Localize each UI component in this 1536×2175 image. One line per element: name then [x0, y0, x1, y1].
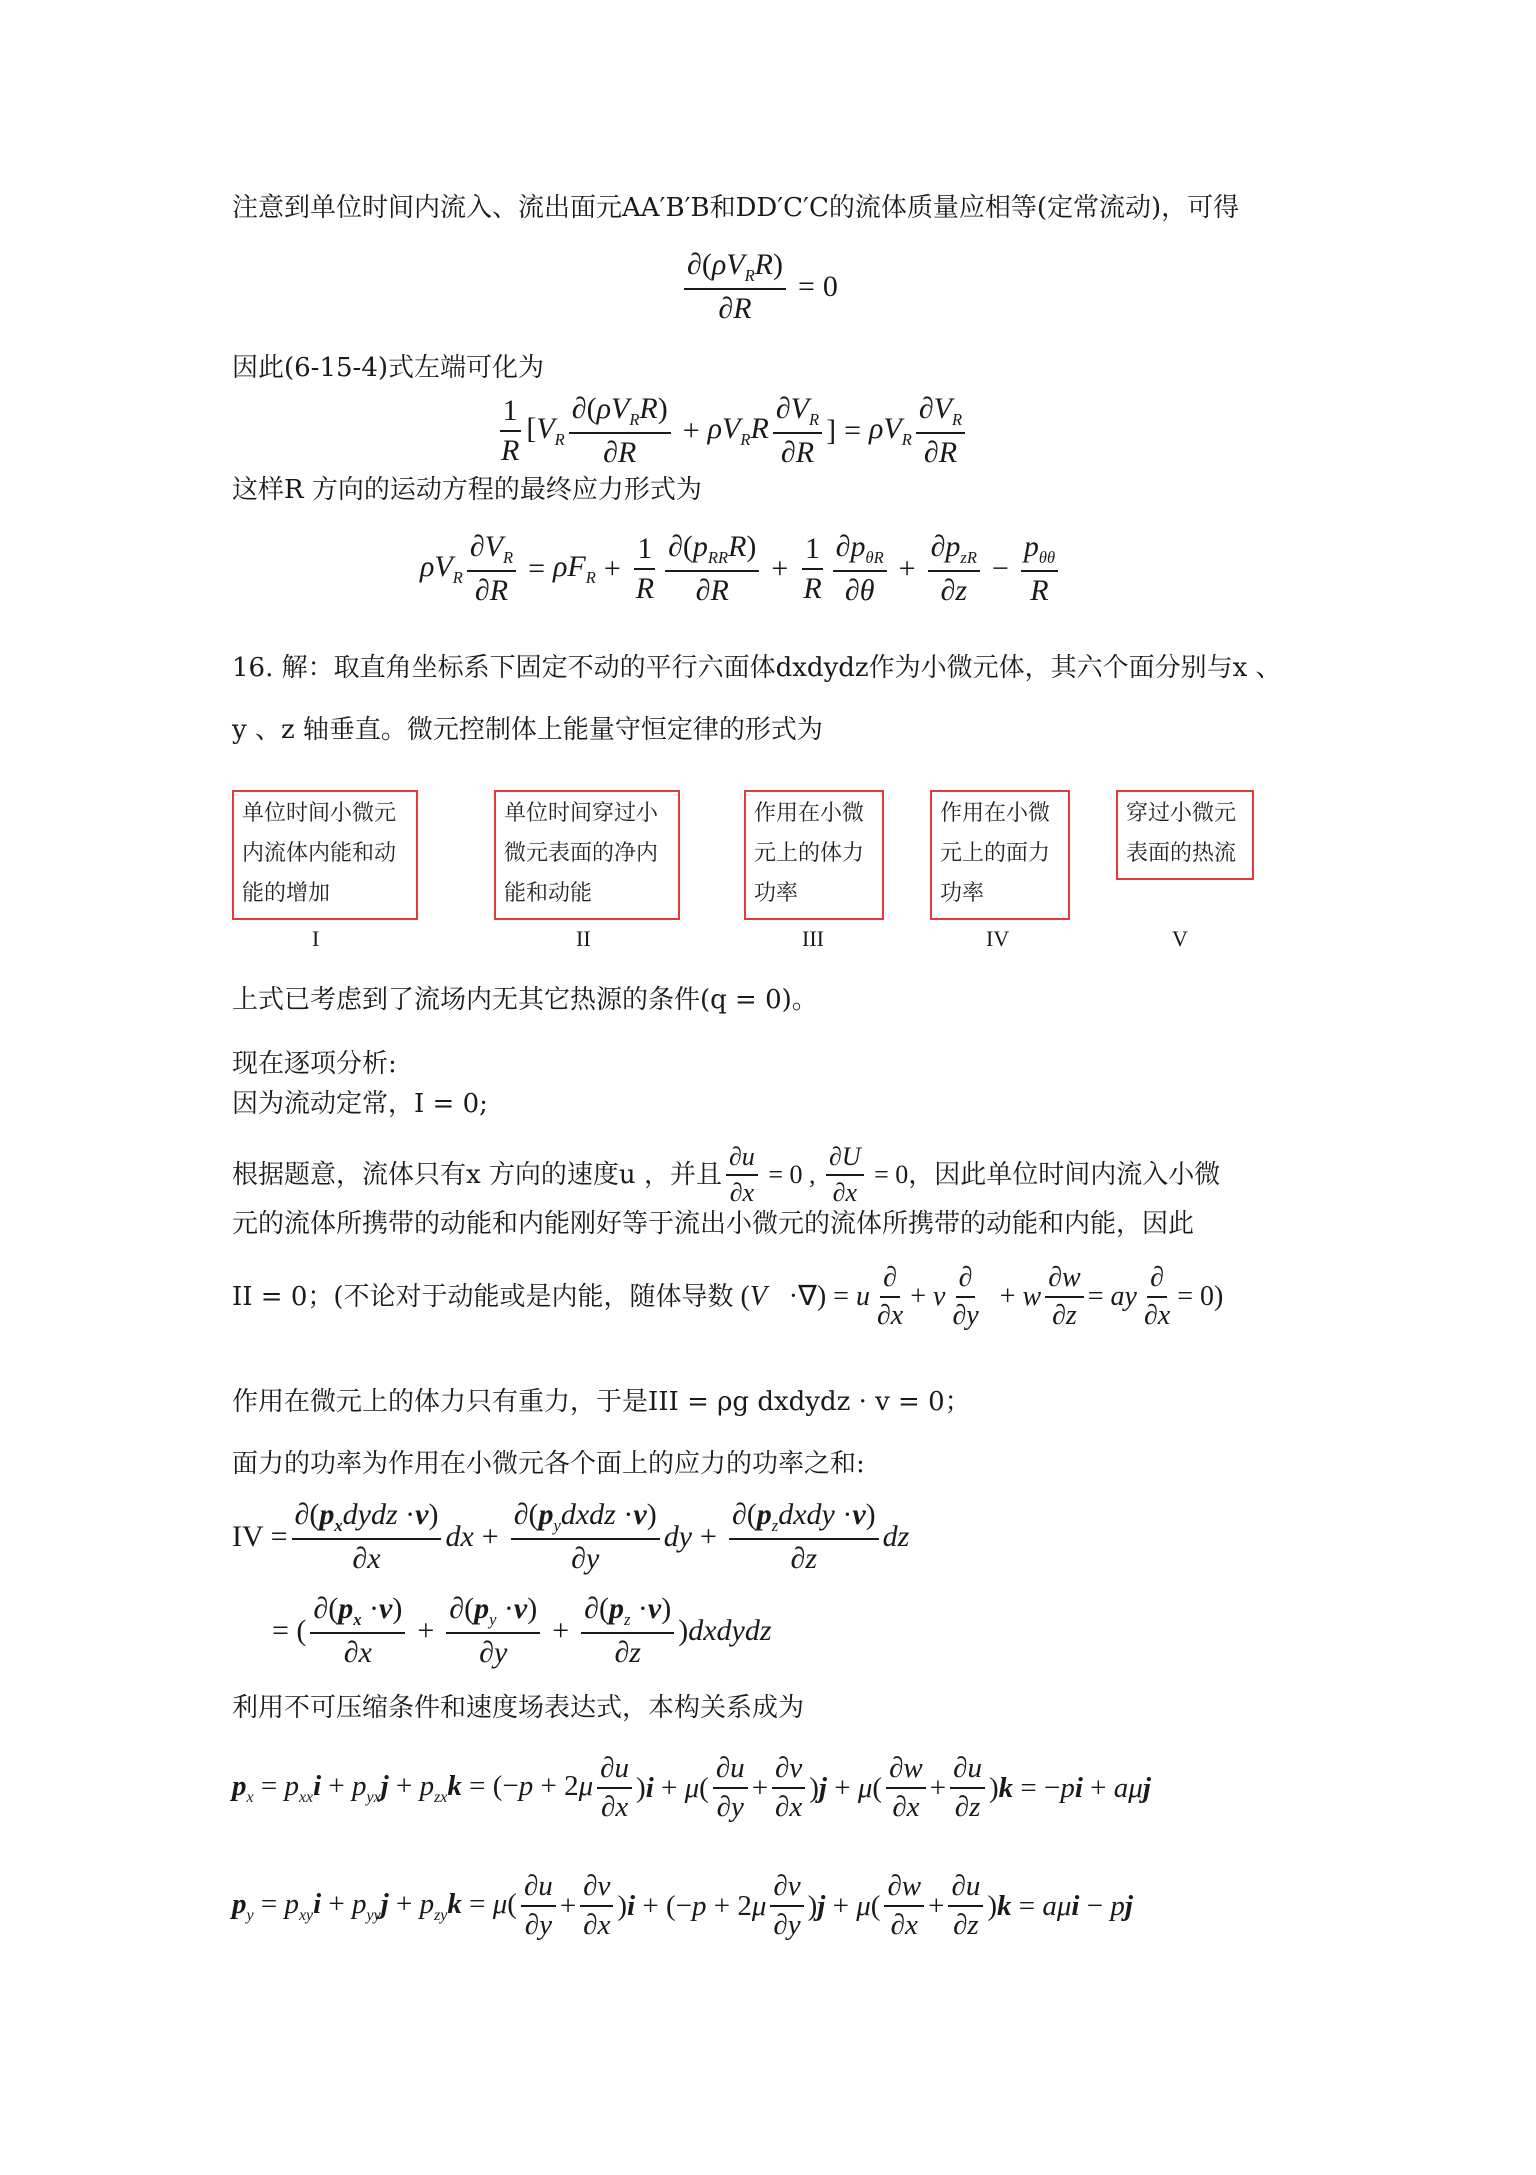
paragraph-solution-16a: 16. 解：取直角坐标系下固定不动的平行六面体dxdydz作为小微元体，其六个面分别与x 、: [232, 653, 1282, 683]
paragraph-analysis-intro: 现在逐项分析:: [232, 1049, 397, 1079]
roman-label-iii: III: [802, 926, 824, 951]
equation-iv-line-1: IV = $\frac{\partial(p_xdydz \cdot v)}{\partial x}$ dx + $\frac{\partial(p_ydxdz \cdot v)}{\partial y}$ dy + $\frac{\partial(p_zdxdy \cdot v)}{\partial z}$ dz: [232, 1498, 910, 1575]
roman-label-iv: IV: [986, 926, 1010, 951]
paragraph-term-iv-intro: 面力的功率为作用在小微元各个面上的应力的功率之和:: [232, 1449, 865, 1479]
paragraph-term-ii-explain: 元的流体所携带的动能和内能刚好等于流出小微元的流体所携带的动能和内能，因此: [232, 1209, 1195, 1239]
term-ii-text-post: ，因此单位时间内流入小微: [908, 1159, 1221, 1190]
paragraph-left-side: 因此(6-15-4)式左端可化为: [232, 353, 545, 383]
paragraph-term-i: 因为流动定常，I = 0;: [232, 1089, 488, 1119]
energy-term-box-iv: 作用在小微元上的面力功率: [930, 790, 1070, 920]
paragraph-stress-form: 这样R 方向的运动方程的最终应力形式为: [232, 475, 702, 505]
equation-py: $p_y = p_{xy}i + p_{yy}j + p_{zy}k = \mu$( $\frac{\partial u}{\partial y}$ + $\frac{\partial v}{\partial x}$ )i + (−p + 2μ $\frac{\partial v}{\partial y}$ )j + μ( $\frac{\partial w}{\partial x}$ + $\frac{\partial u}{\partial z}$ )k = aμi − pj: [232, 1870, 1133, 1942]
paragraph-term-iii: 作用在微元上的体力只有重力，于是III = ρg dxdydz · v = 0；: [232, 1387, 971, 1417]
paragraph-constitutive-intro: 利用不可压缩条件和速度场表达式，本构关系成为: [232, 1693, 805, 1723]
equation-continuity: $\frac{\partial(\rho V_RR)}{\partial R}$ = 0: [680, 248, 838, 326]
term-ii-text-pre: 根据题意，流体只有x 方向的速度u ，并且: [232, 1159, 722, 1190]
equation-left-side: $\frac{1}{R}$ [$V_R$ $\frac{\partial(\rho V_RR)}{\partial R}$ + $\rho V_RR$ $\frac{\partial V_R}{\partial R}$ ] = $\rho V_R$ $\frac{\partial V_R}{\partial R}$: [494, 392, 969, 470]
equation-iv-line-2: = ( $\frac{\partial(p_x \cdot v)}{\partial x}$ + $\frac{\partial(p_y \cdot v)}{\partial y}$ + $\frac{\partial(p_z \cdot v)}{\partial z}$ )dxdydz: [272, 1592, 772, 1669]
paragraph-no-heat-source: 上式已考虑到了流场内无其它热源的条件(q = 0)。: [232, 985, 818, 1015]
paragraph-term-ii-result: II = 0；(不论对于动能或是内能，随体导数 (V⃗·∇) = u $\frac{\partial}{\partial x}$ + v $\frac{\partial}{\partial y}$ + w $\frac{\partial w}{\partial z}$ = ay $\frac{\partial}{\partial x}$ = 0): [232, 1262, 1224, 1332]
equation-px: $p_x = p_{xx}i + p_{yx}j + p_{zx}k = (-p + 2\mu$ $\frac{\partial u}{\partial x}$ )i + μ( $\frac{\partial u}{\partial y}$ + $\frac{\partial v}{\partial x}$ )j + μ( $\frac{\partial w}{\partial x}$ + $\frac{\partial u}{\partial z}$ )k = −pi + aμj: [232, 1752, 1151, 1824]
energy-term-box-iii: 作用在小微元上的体力功率: [744, 790, 884, 920]
roman-label-ii: II: [576, 926, 591, 951]
roman-label-i: I: [312, 926, 320, 951]
equation-r-momentum: $\rho V_R$ $\frac{\partial V_R}{\partial R}$ = $\rho F_R$ + $\frac{1}{R}$ $\frac{\partial(p_{RR}R)}{\partial R}$ + $\frac{1}{R}$ $\frac{\partial p_{\theta R}}{\partial\theta}$ + $\frac{\partial p_{zR}}{\partial z}$ − $\frac{p_{\theta\theta}}{R}$: [420, 530, 1062, 608]
term-ii-result-text: II = 0；(不论对于动能或是内能，随体导数: [232, 1282, 734, 1313]
roman-label-v: V: [1172, 926, 1188, 951]
paragraph-solution-16b: y 、z 轴垂直。微元控制体上能量守恒定律的形式为: [232, 715, 823, 745]
paragraph-term-ii-condition: 根据题意，流体只有x 方向的速度u ，并且 $\frac{\partial u}{\partial x}$ = 0 , $\frac{\partial U}{\partial x}$ = 0 ，因此单位时间内流入小微: [232, 1142, 1221, 1207]
energy-term-box-v: 穿过小微元表面的热流: [1116, 790, 1254, 880]
paragraph-continuity-note: 注意到单位时间内流入、流出面元AA′B′B和DD′C′C的流体质量应相等(定常流动)，可得: [232, 193, 1240, 223]
energy-term-box-ii: 单位时间穿过小微元表面的净内能和动能: [494, 790, 680, 920]
energy-term-box-i: 单位时间小微元内流体内能和动能的增加: [232, 790, 418, 920]
